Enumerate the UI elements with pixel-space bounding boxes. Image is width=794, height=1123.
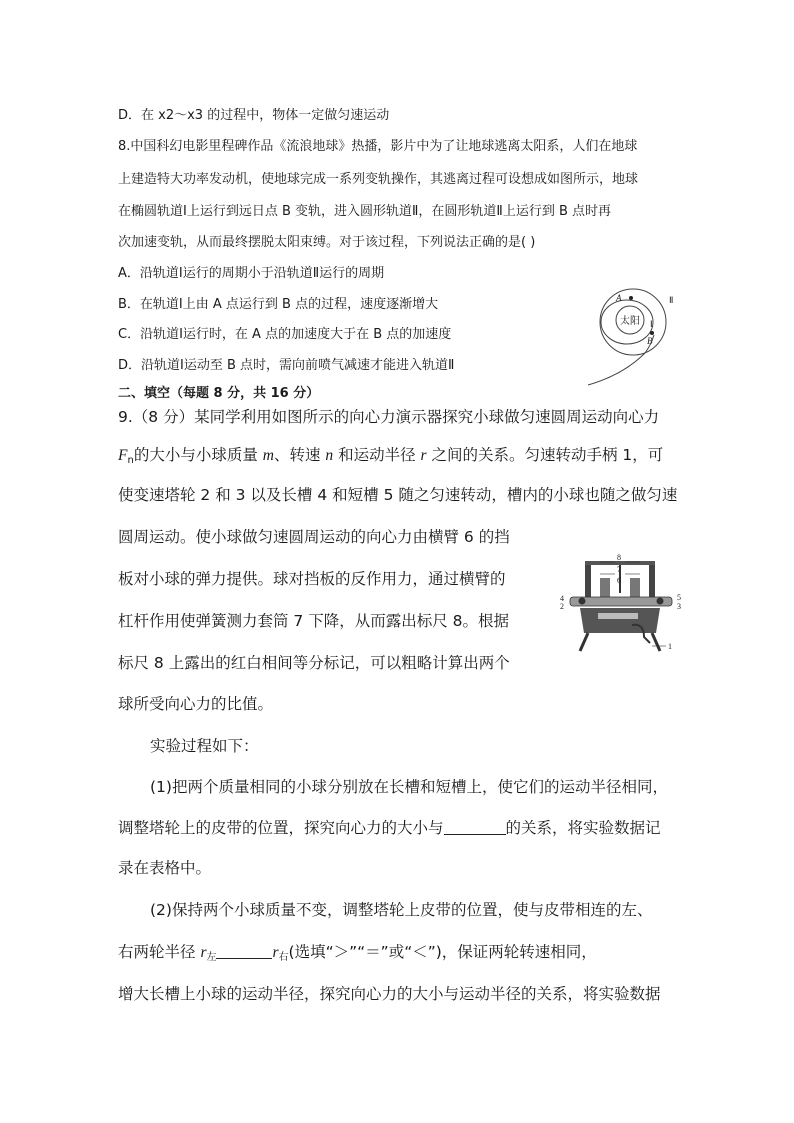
q7-option-d: D．在 x2～x3 的过程中，物体一定做匀速运动 [118,108,390,123]
q9-step-2-text-a: 右两轮半径 [118,943,201,961]
label-1: 1 [668,642,672,651]
q8-stem-line-1: 8.中国科幻电影里程碑作品《流浪地球》热播，影片中为了让地球逃离太阳系，人们在地球 [118,139,638,154]
q9-step-2-text-b: (选填“＞”“＝”或“＜”)，保证两轮转速相同， [288,943,597,961]
label-3: 3 [677,602,681,611]
sun-label: 太阳 [620,316,640,327]
radius-symbol: r [420,447,427,464]
q9-step-1-line-2 [118,816,661,838]
q9-line-4: 圆周运动。使小球做匀速圆周运动的向心力由横臂 6 的挡 [118,528,510,546]
q9-step-1-text-b: 的关系，将实验数据记 [505,819,661,837]
label-7: 7 [617,565,621,574]
q9-line-5: 板对小球的弹力提供。球对挡板的反作用力，通过横臂的 [118,570,506,588]
r-right-subscript: 右 [278,952,289,963]
point-a-label: A [616,293,622,303]
orbit-ii-label: Ⅱ [669,296,674,306]
q8-stem-line-2: 上建造特大功率发动机，使地球完成一系列变轨操作，其逃离过程可设想成如图所示，地球 [118,172,639,187]
force-symbol: F [118,447,128,464]
q8-stem-line-4: 次加速变轨，从而最终摆脱太阳束缚。对于该过程，下列说法正确的是( ) [118,235,536,250]
q9-experiment-intro: 实验过程如下： [150,737,259,755]
speed-symbol: n [325,447,334,464]
q9-line-2-part-d: 和运动半径 [333,446,421,464]
q9-line-8: 球所受向心力的比值。 [118,695,274,713]
r-left-symbol: r [200,944,207,961]
mass-symbol: m [262,447,274,464]
r-left-subscript: 左 [206,952,217,963]
orbit-diagram [583,285,693,390]
q9-step-1-text-a: 调整塔轮上的皮带的位置，探究向心力的大小与 [118,819,444,837]
escape-path [588,335,654,385]
point-b-label: B [647,336,653,346]
point-a-dot [629,296,633,300]
q9-line-3: 使变速塔轮 2 和 3 以及长槽 4 和短槽 5 随之匀速转动，槽内的小球也随之做匀速 [118,486,678,504]
point-b-dot [650,331,654,335]
orbit-i-label: Ⅰ [650,320,653,330]
label-2: 2 [560,602,564,611]
q8-option-b: B．在轨道Ⅰ上由 A 点运行到 B 点的过程，速度逐渐增大 [118,297,439,312]
q9-step-2-line-2 [118,940,597,963]
q8-option-c: C．沿轨道Ⅰ运行时，在 A 点的加速度大于在 B 点的加速度 [118,327,452,342]
answer-blank-2[interactable] [216,944,272,959]
q9-step-2-line-3: 增大长槽上小球的运动半径，探究向心力的大小与运动半径的关系，将实验数据 [118,985,661,1003]
r-right-symbol: r [272,944,279,961]
q9-line-2 [118,443,663,466]
q9-step-2-line-1: (2)保持两个小球质量不变，调整塔轮上皮带的位置，使与皮带相连的左、 [150,901,653,919]
q9-line-2-part-c: 、转速 [273,446,326,464]
force-subscript: n [127,455,134,466]
answer-blank-1[interactable] [444,820,506,835]
q9-line-1: 9.（8 分）某同学利用如图所示的向心力演示器探究小球做匀速圆周运动向心力 [118,408,660,426]
q9-line-2-part-e: 之间的关系。匀速转动手柄 1，可 [426,446,664,464]
label-5: 5 [677,593,681,602]
centripetal-force-apparatus [560,553,685,656]
q9-line-6: 杠杆作用使弹簧测力套筒 7 下降，从而露出标尺 8。根据 [118,612,510,630]
q8-option-d: D．沿轨道Ⅰ运动至 B 点时，需向前喷气减速才能进入轨道Ⅱ [118,358,455,373]
label-8: 8 [617,553,621,562]
q8-stem-line-3: 在椭圆轨道Ⅰ上运行到远日点 B 变轨，进入圆形轨道Ⅱ，在圆形轨道Ⅱ上运行到 B 点时再 [118,204,611,219]
label-4: 4 [560,594,564,603]
q9-line-2-part-b: 的大小与小球质量 [133,446,263,464]
q9-step-1-line-1: (1)把两个质量相同的小球分别放在长槽和短槽上，使它们的运动半径相同， [150,778,668,796]
q8-option-a: A．沿轨道Ⅰ运行的周期小于沿轨道Ⅱ运行的周期 [118,266,385,281]
q9-step-1-line-3: 录在表格中。 [118,859,212,877]
label-6: 6 [617,576,621,585]
q9-line-7: 标尺 8 上露出的红白相间等分标记，可以粗略计算出两个 [118,654,510,672]
section-2-title: 二、填空（每题 8 分，共 16 分） [118,386,320,401]
